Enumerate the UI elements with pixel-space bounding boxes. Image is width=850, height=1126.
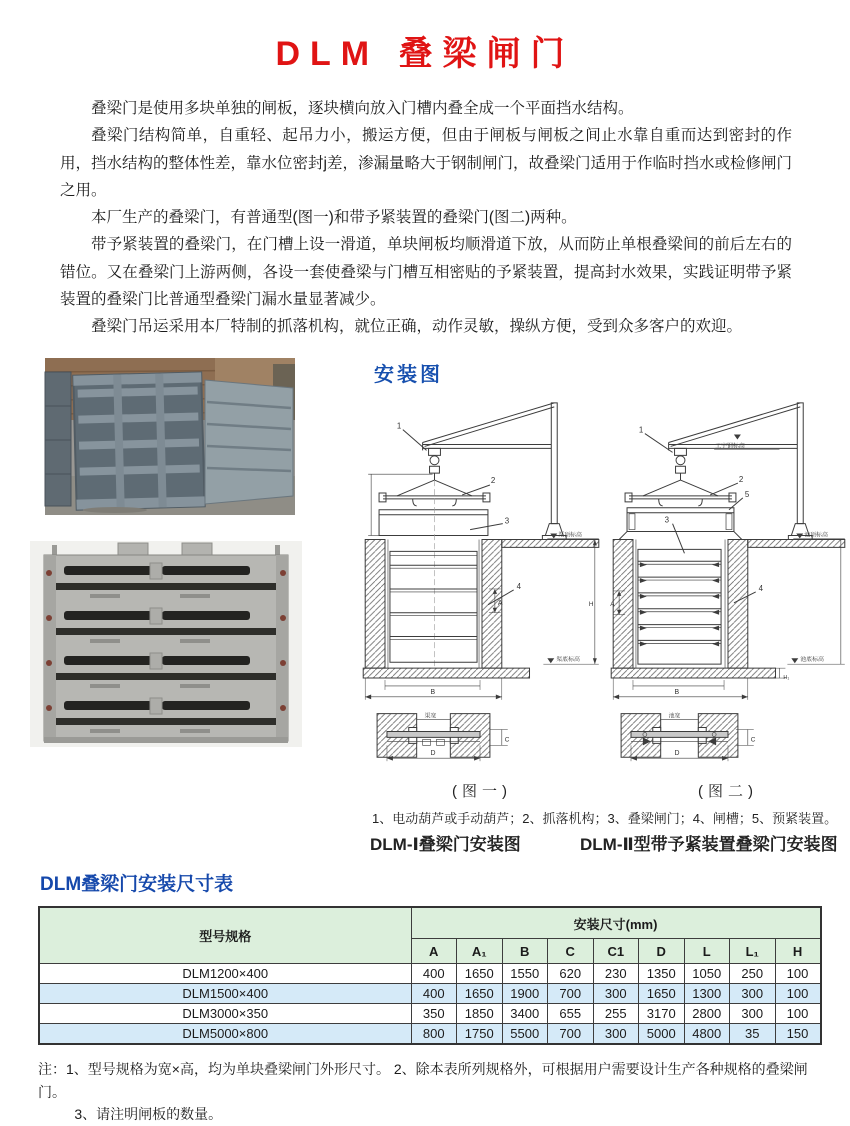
dim-cell: 700 [548,1024,594,1045]
table-row [39,1004,821,1024]
dim-cell: 1300 [684,984,730,1004]
top-elevation-label: 池顶标高 [804,532,828,539]
dim-cell: 700 [548,984,594,1004]
installation-figures [362,391,850,801]
dim-cell: 230 [593,964,639,984]
table-row [39,964,821,984]
figure2-caption: (图二) [698,783,758,801]
dim-cell: 1850 [457,1004,503,1024]
callout-grab: 2 [490,476,496,486]
notes-line-2: 3、请注明闸板的数量。 [74,1106,223,1123]
product-photo-stoplog-panel [30,541,302,747]
dim-cell: 1550 [502,964,548,984]
installation-section [362,358,850,855]
dim-h-label: H [588,601,594,609]
intro-paragraph-1: 叠梁门是使用多块单独的闸板，逐块横向放入门槽内叠全成一个平面挡水结构。 [91,100,634,117]
column-header-h: H [775,939,821,964]
page-title: DLM 叠梁闸门 [275,35,575,73]
callout-gate: 3 [664,516,670,526]
figure1-caption: (图一) [452,783,512,801]
model-cell: DLM1500×400 [39,984,411,1004]
dim-cell: 100 [775,1004,821,1024]
figure-legend: 1、电动葫芦或手动葫芦；2、抓落机构；3、叠梁闸门；4、闸槽；5、预紧装置。 [372,811,838,827]
model-cell: DLM3000×350 [39,1004,411,1024]
bottom-elevation-label: 池底标高 [800,657,824,664]
intro-paragraph-5: 叠梁门吊运采用本厂特制的抓落机构，就位正确，动作灵敏，操纵方便，受到众多客户的欢迎。 [91,318,743,336]
dim-cell: 5000 [639,1024,685,1045]
dim-cell: 1650 [457,984,503,1004]
installation-dimensions-table [38,906,822,1045]
dim-cell: 350 [411,1004,457,1024]
dim-cell: 2800 [684,1004,730,1024]
dim-cell: 300 [730,1004,776,1024]
ibeam-elevation-label: 工字钢标高 [715,443,745,450]
column-header-a1: A₁ [457,939,503,964]
figure1-title: DLM-Ⅰ叠梁门安装图 [370,835,521,855]
column-header-c1: C1 [593,939,639,964]
dim-h1-label: H₁ [783,675,790,682]
dim-cell: 150 [775,1024,821,1045]
column-header-b: B [502,939,548,964]
dim-cell: 255 [593,1004,639,1024]
table-row [39,984,821,1004]
figure1-installation-drawing [362,391,602,779]
intro-paragraph-3: 本厂生产的叠梁门，有普通型(图一)和带予紧装置的叠梁门(图二)两种。 [91,209,577,227]
dim-a-label: A [610,601,615,609]
dim-c-label: C [750,736,756,744]
dim-cell: 1050 [684,964,730,984]
dim-cell: 1650 [639,984,685,1004]
column-header-c: C [548,939,594,964]
dim-cell: 1650 [457,964,503,984]
dim-d-label: D [674,750,680,758]
figure-2 [608,391,848,801]
callout-slot: 4 [758,584,764,594]
intro-text [60,95,792,340]
figure-1 [362,391,602,801]
dim-cell: 620 [548,964,594,984]
column-header-d: D [639,939,685,964]
figure2-title: DLM-Ⅱ型带予紧装置叠梁门安装图 [580,835,838,855]
dim-d-label: D [430,750,436,758]
column-header-l1: L₁ [730,939,776,964]
notes [38,1058,816,1125]
figure-titles [370,830,850,855]
dim-c-label: C [504,736,510,744]
dim-cell: 3170 [639,1004,685,1024]
dim-cell: 400 [411,964,457,984]
dim-cell: 1750 [457,1024,503,1045]
column-header-a: A [411,939,457,964]
table-title: DLM叠梁门安装尺寸表 [40,874,234,896]
dim-cell: 100 [775,964,821,984]
model-cell: DLM5000×800 [39,1024,411,1045]
dim-cell: 4800 [684,1024,730,1045]
figure2-installation-drawing [608,391,848,779]
callout-hoist: 1 [638,425,644,435]
product-photos [30,358,348,855]
dim-cell: 35 [730,1024,776,1045]
product-photo-steel-gates [45,358,295,515]
dim-cell: 300 [593,984,639,1004]
top-elevation-label: 渠顶标高 [558,532,582,539]
installation-heading: 安装图 [374,364,443,387]
callout-slot: 4 [516,582,522,592]
dim-cell: 100 [775,984,821,1004]
dim-cell: 3400 [502,1004,548,1024]
callout-gate: 3 [504,517,510,527]
dim-a-label: A [497,600,503,608]
callout-hoist: 1 [396,422,402,432]
dim-cell: 400 [411,984,457,1004]
bottom-elevation-label: 渠底标高 [556,657,580,664]
middle-section [0,358,850,855]
dimension-table-section [38,869,820,1045]
dim-cell: 5500 [502,1024,548,1045]
table-row [39,1024,821,1045]
pool-width-label: 池宽 [668,714,681,721]
notes-label: 注： [38,1061,66,1078]
column-group-dimensions: 安装尺寸(mm) [411,907,821,939]
intro-paragraph-2: 叠梁门结构简单，自重轻、起吊力小，搬运方便，但由于闸板与闸板之间止水靠自重而达到密封的作用，挡水结构的整体性差，靠水位密封j差，渗漏量略大于钢制闸门，故叠梁门适用于作临时挡水或检修闸门之用。 [60,127,792,199]
dim-cell: 1900 [502,984,548,1004]
channel-width-label: 渠宽 [424,714,437,721]
callout-pretension: 5 [744,490,750,500]
intro-paragraph-4: 带予紧装置的叠梁门，在门槽上设一滑道，单块闸板均顺滑道下放，从而防止单根叠梁间的前后左右的错位。又在叠梁门上游两侧，各设一套使叠梁与门槽互相密贴的予紧装置，提高封水效果，实践证明带予紧装置的叠梁门比普通型叠梁门漏水量显著减少。 [60,236,792,308]
callout-grab: 2 [738,475,744,485]
dim-cell: 655 [548,1004,594,1024]
dim-cell: 800 [411,1024,457,1045]
dim-cell: 250 [730,964,776,984]
column-header-l: L [684,939,730,964]
model-cell: DLM1200×400 [39,964,411,984]
dim-cell: 300 [593,1024,639,1045]
notes-line-1: 1、型号规格为宽×高，均为单块叠梁闸门外形尺寸。 2、除本表所列规格外，可根据用户需要设计生产各种规格的叠梁闸门。 [38,1061,808,1100]
dim-cell: 300 [730,984,776,1004]
dim-b-label: B [674,689,680,697]
dim-cell: 1350 [639,964,685,984]
dim-b-label: B [430,689,436,697]
column-header-model: 型号规格 [39,907,411,964]
